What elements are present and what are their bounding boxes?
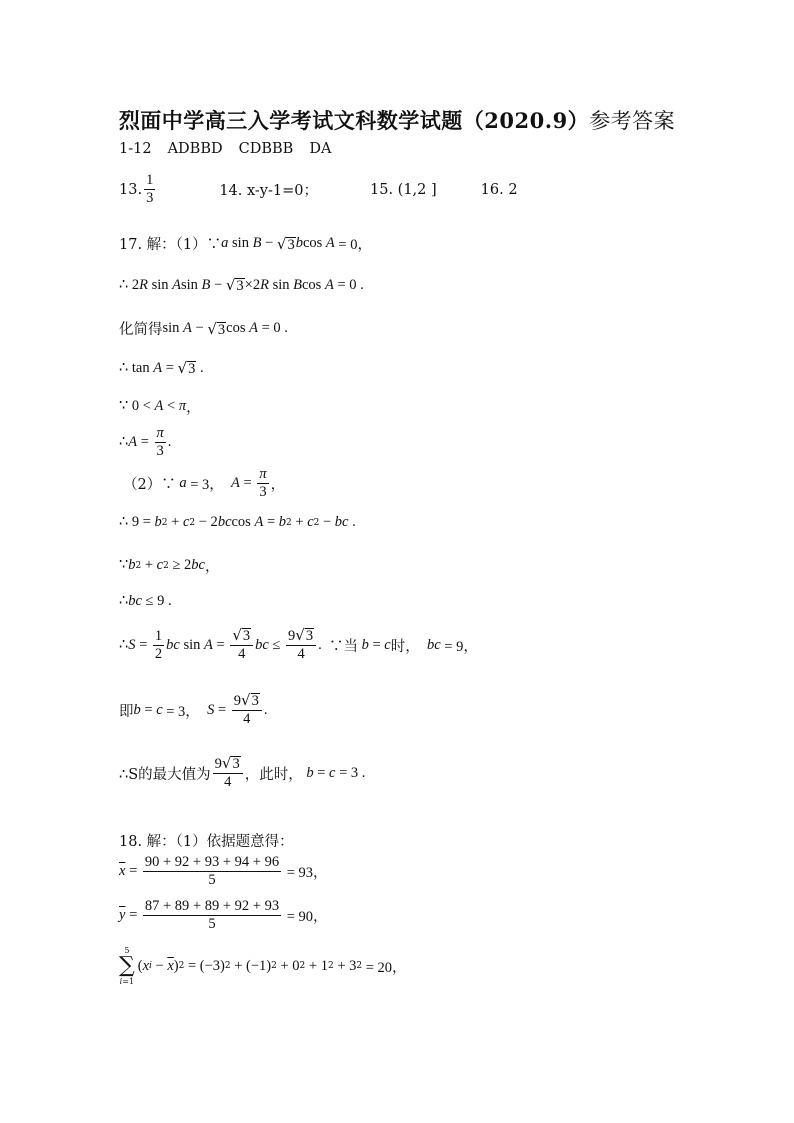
q17-line-9: ∵ b 2 + c 2 ≥ 2 bc ， bbox=[119, 557, 220, 575]
q18-line-4: 5 ∑ i=1 ( x i − $\overline{x}$ ) 2 = (−3) 2 + (−1) 2 + 0 2 + 1 2 + 3 2 = 20， bbox=[119, 946, 407, 986]
choice-group-1: ADBBD bbox=[167, 141, 223, 157]
q18-line-1 bbox=[119, 830, 294, 851]
max-label: ∴S的最大值为 bbox=[119, 766, 211, 783]
q17-line-10: ∴ bc ≤ 9 . bbox=[119, 593, 172, 609]
ie-label: 即 bbox=[119, 703, 134, 720]
q17-line-5: ∵ 0 < A < π ， bbox=[119, 398, 201, 416]
q17-head: 17. 解：（1）∵ bbox=[119, 237, 222, 253]
q17-line-13: ∴S的最大值为 9 √ 3 4 ，此时， b = c = 3 . bbox=[119, 754, 366, 790]
when-label: ∵当 bbox=[328, 638, 358, 655]
q17-line-8: ∴ 9 = b 2 + c 2 − 2 bc cos A = b 2 + c 2 − bc . bbox=[119, 514, 356, 530]
q13-fraction: $\frac{1}{3}$ bbox=[146, 172, 154, 206]
q16-answer: 16. 2 bbox=[480, 181, 518, 198]
q13-label: 13. bbox=[119, 181, 143, 198]
q17-line-1: 17. 解：（1）∵ a sin B − √ 3 b cos A = 0， bbox=[119, 234, 372, 253]
q17-line-7: （2）∵ a = 3， A = $\frac{\pi}{3}$ ， bbox=[123, 466, 286, 500]
page-title bbox=[0, 105, 794, 135]
choice-range: 1-12 bbox=[119, 141, 152, 157]
at-label: ，此时， bbox=[244, 766, 303, 783]
time-label: 时， bbox=[390, 638, 420, 655]
q17-line-2: ∴ 2 R sin A sin B − √ 3 ×2 R sin B cos A = 0 . bbox=[119, 276, 364, 294]
q14-answer: 14. x-y-1=0； bbox=[219, 183, 318, 199]
q17-line-4: ∴ tan A = √ 3 . bbox=[119, 359, 204, 377]
fill-answers bbox=[119, 172, 518, 207]
q17-line-11: ∴ S = $\frac{1}{2}$ bc sin A = √ 3 4 bc ≤ 9 √ 3 4 . ∵当 b = c 时， bc = 9， bbox=[119, 626, 478, 662]
simplify-label: 化简得 bbox=[119, 322, 163, 338]
q15-answer: 15. (1,2 ] bbox=[370, 181, 437, 198]
q18-line-3: $\overline{y}$ = $\frac{87 + 89 + 89 + 92 + 93}{5}$ = 90， bbox=[119, 898, 328, 932]
choice-group-2: CDBBB bbox=[238, 141, 294, 157]
title-suffix: 参考答案 bbox=[589, 109, 676, 133]
q18-line-2: $\overline{x}$ = $\frac{90 + 92 + 93 + 94 + 96}{5}$ = 93， bbox=[119, 854, 328, 888]
choice-answers bbox=[119, 141, 331, 157]
q17-line-3: 化简得 sin A − √ 3 cos A = 0 . bbox=[119, 319, 288, 338]
title-main: 烈面中学高三入学考试文科数学试题（2020.9） bbox=[118, 108, 590, 133]
choice-group-3: DA bbox=[309, 141, 332, 157]
q17-line-12: 即 b = c = 3， S = 9 √ 3 4 . bbox=[119, 691, 268, 727]
q18-head: 18. 解：（1）依据题意得： bbox=[119, 834, 294, 850]
part2-label: （2）∵ bbox=[123, 477, 176, 493]
q17-line-6: ∴ A = $\frac{\pi}{3}$ . bbox=[119, 425, 172, 459]
